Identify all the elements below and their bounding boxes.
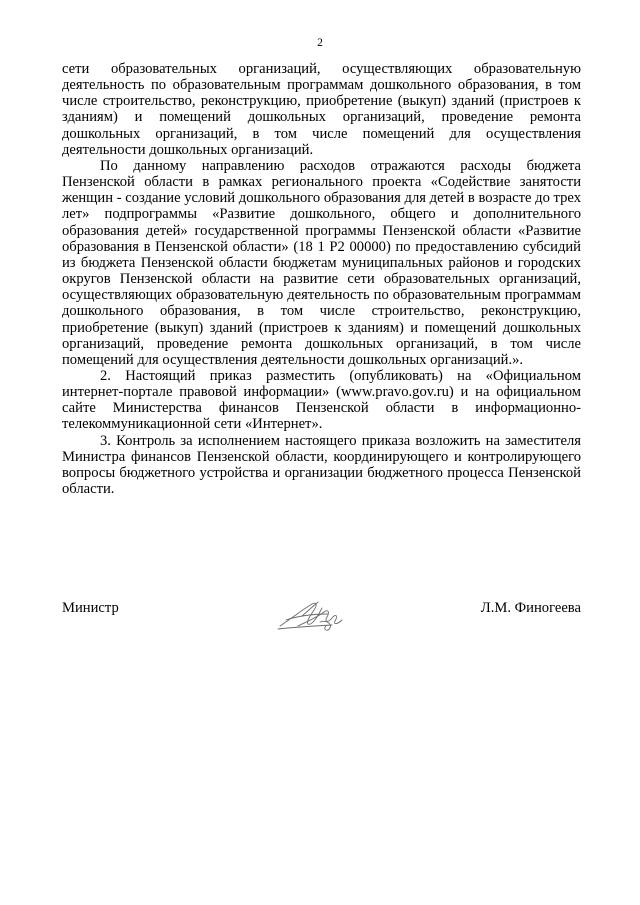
document-body [62, 61, 581, 497]
page-number: 2 [317, 37, 323, 49]
paragraph-control-clause: 3. Контроль за исполнением настоящего приказа возложить на заместителя Министра финансов Пензенской области, координирующего и контролирующего вопросы бюджетного устройства и организации бюджетного процесса Пензенской области. [62, 432, 581, 498]
paragraph-continuation: сети образовательных организаций, осуществляющих образовательную деятельность по образовательным программам дошкольного образования, в том числе строительство, реконструкцию, приобретение (выкуп) зданий (пристроев к зданиям) и помещений дошкольных организаций, проведение ремонта дошкольных организаций, в том числе помещений для осуществления деятельности дошкольных организаций. [62, 61, 581, 158]
signature-block [62, 596, 581, 636]
signatory-position: Министр [62, 600, 119, 616]
signatory-name: Л.М. Финогеева [480, 600, 581, 616]
paragraph-publication-clause: 2. Настоящий приказ разместить (опубликовать) на «Официальном интернет-портале правовой информации» (www.pravo.gov.ru) и на официальном сайте Министерства финансов Пензенской области в информационно-телекоммуникационной сети «Интернет». [62, 367, 581, 433]
paragraph-expenses-description: По данному направлению расходов отражаются расходы бюджета Пензенской области в рамках регионального проекта «Содействие занятости женщин - создание условий дошкольного образования для детей в возрасте до трех лет» подпрограммы «Развитие дошкольного, общего и дополнительного образования детей» государственной программы Пензенской области «Развитие образования в Пензенской области» (18 1 P2 00000) по предоставлению субсидий из бюджета Пензенской области бюджетам муниципальных районов и городских округов Пензенской области на развитие сети образовательных организаций, осуществляющих образовательную деятельность по образовательным программам дошкольного образования, в том числе строительство, реконструкцию, приобретение (выкуп) зданий (пристроев к зданиям) и помещений дошкольных организаций, проведение ремонта дошкольных организаций, в том числе помещений для осуществления деятельности дошкольных организаций.». [62, 157, 581, 368]
handwritten-signature [272, 596, 362, 634]
